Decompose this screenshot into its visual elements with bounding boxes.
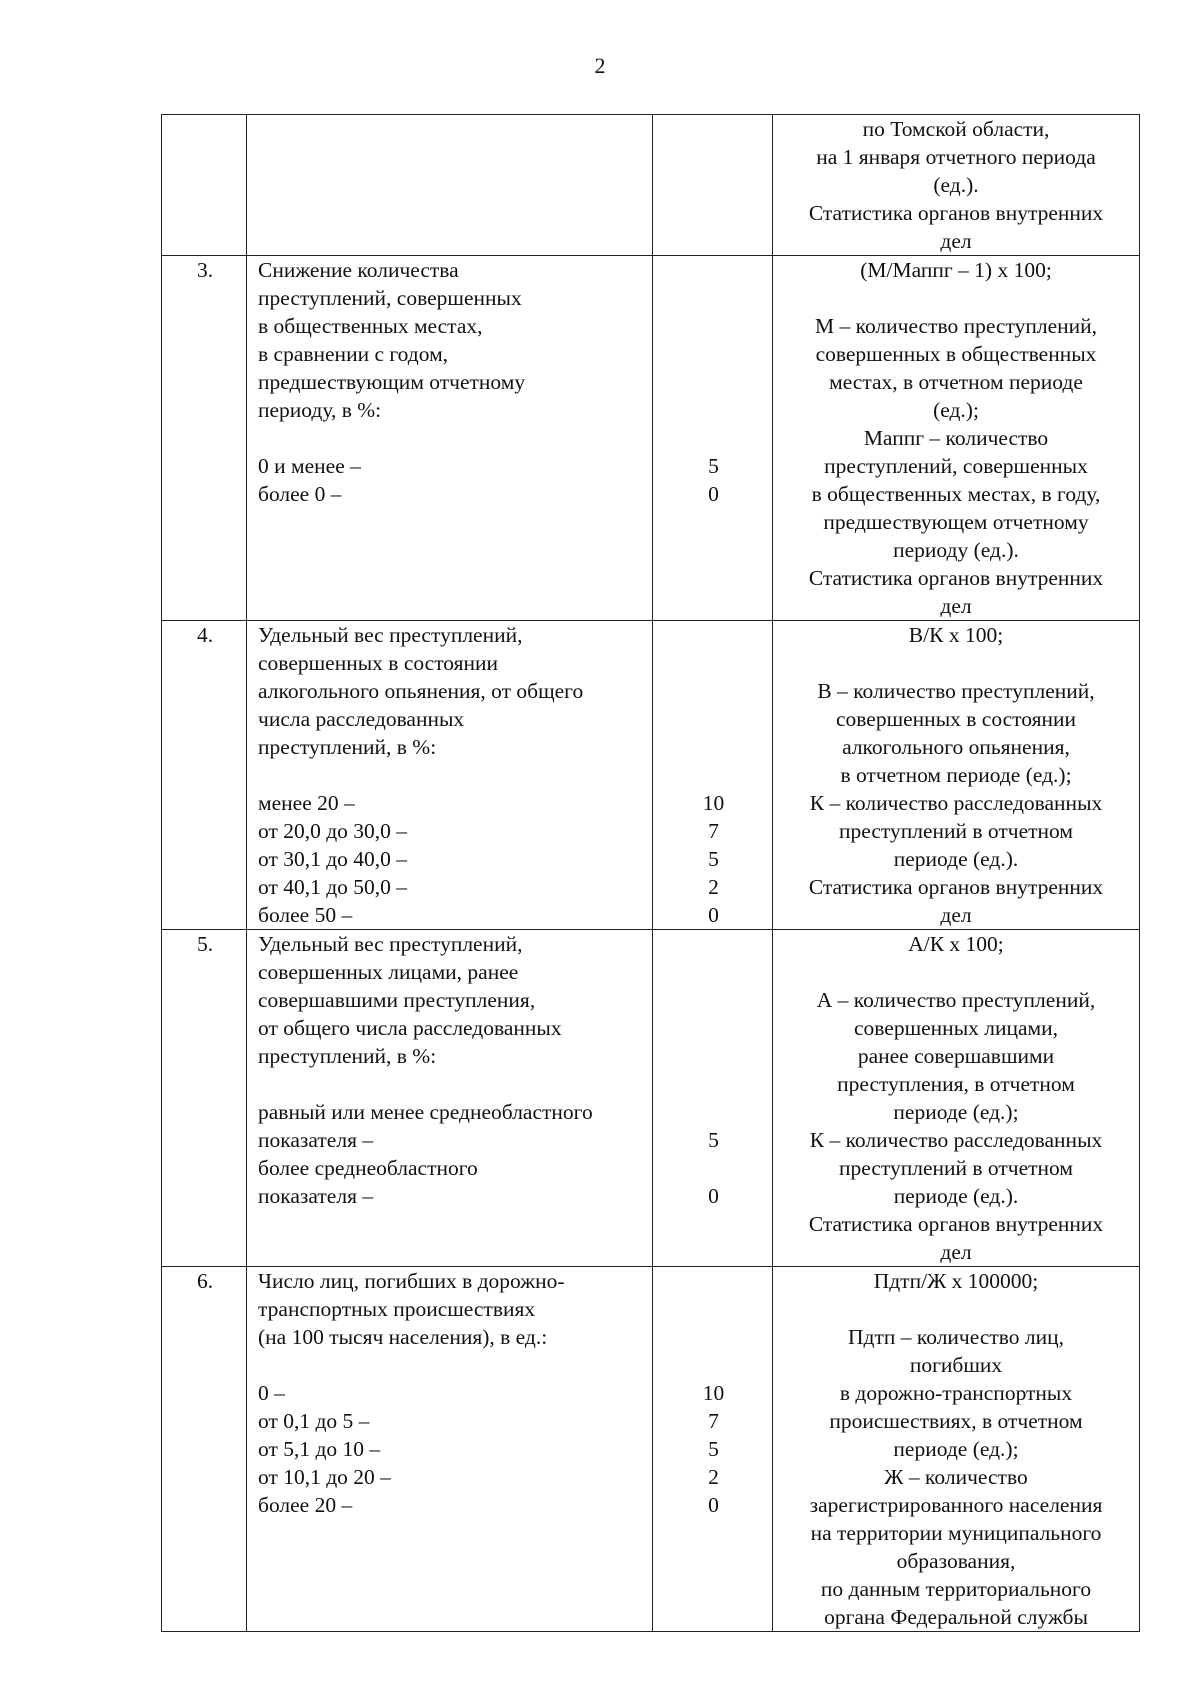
table-row [162,256,1140,621]
criterion-name-cell: Удельный вес преступлений, совершенных лицами, ранее совершавшими преступления, от общего числа расследованных преступлений, в %: равный или менее среднеобластного показателя – более среднеобластного показателя – [247,930,653,1267]
page-number: 2 [594,53,606,78]
formula-cell: по Томской области, на 1 января отчетного периода (ед.). Статистика органов внутренних дел [773,115,1140,256]
formula-cell: Пдтп/Ж х 100000; Пдтп – количество лиц, погибших в дорожно-транспортных происшествиях, в отчетном периоде (ед.); Ж – количество зарегистрированного населения на территории муниципального образования, по данным территориального органа Федеральной службы [773,1267,1140,1632]
formula-cell: А/К х 100; А – количество преступлений, совершенных лицами, ранее совершавшими преступления, в отчетном периоде (ед.); К – количество расследованных преступлений в отчетном периоде (ед.). Статистика органов внутренних дел [773,930,1140,1267]
formula-cell: В/К х 100; В – количество преступлений, совершенных в состоянии алкогольного опьянения, в отчетном периоде (ед.); К – количество расследованных преступлений в отчетном периоде (ед.). Статистика органов внутренних дел [773,621,1140,930]
row-number-cell: 4. [162,621,247,930]
table-row [162,115,1140,256]
criterion-name-cell: Число лиц, погибших в дорожно- транспортных происшествиях (на 100 тысяч населения), в ед.: 0 – от 0,1 до 5 – от 5,1 до 10 – от 10,1 до 20 – более 20 – [247,1267,653,1632]
table-row [162,621,1140,930]
table-row [162,930,1140,1267]
criterion-name-cell: Удельный вес преступлений, совершенных в состоянии алкогольного опьянения, от общего числа расследованных преступлений, в %: менее 20 – от 20,0 до 30,0 – от 30,1 до 40,0 – от 40,1 до 50,0 – более 50 – [247,621,653,930]
criteria-table [161,114,1140,1632]
score-cell: 10 7 5 2 0 [653,621,773,930]
score-cell: 5 0 [653,256,773,621]
criterion-name-cell: Снижение количества преступлений, совершенных в общественных местах, в сравнении с годом, предшествующим отчетному периоду, в %: 0 и менее – более 0 – [247,256,653,621]
row-number-cell: 3. [162,256,247,621]
row-number-cell: 6. [162,1267,247,1632]
table-row [162,1267,1140,1632]
criterion-name-cell [247,115,653,256]
row-number-cell: 5. [162,930,247,1267]
score-cell: 5 0 [653,930,773,1267]
score-cell [653,115,773,256]
score-cell: 10 7 5 2 0 [653,1267,773,1632]
formula-cell: (М/Маппг – 1) х 100; М – количество преступлений, совершенных в общественных местах, в отчетном периоде (ед.); Маппг – количество преступлений, совершенных в общественных местах, в году, предшествующем отчетному периоду (ед.). Статистика органов внутренних дел [773,256,1140,621]
row-number-cell [162,115,247,256]
